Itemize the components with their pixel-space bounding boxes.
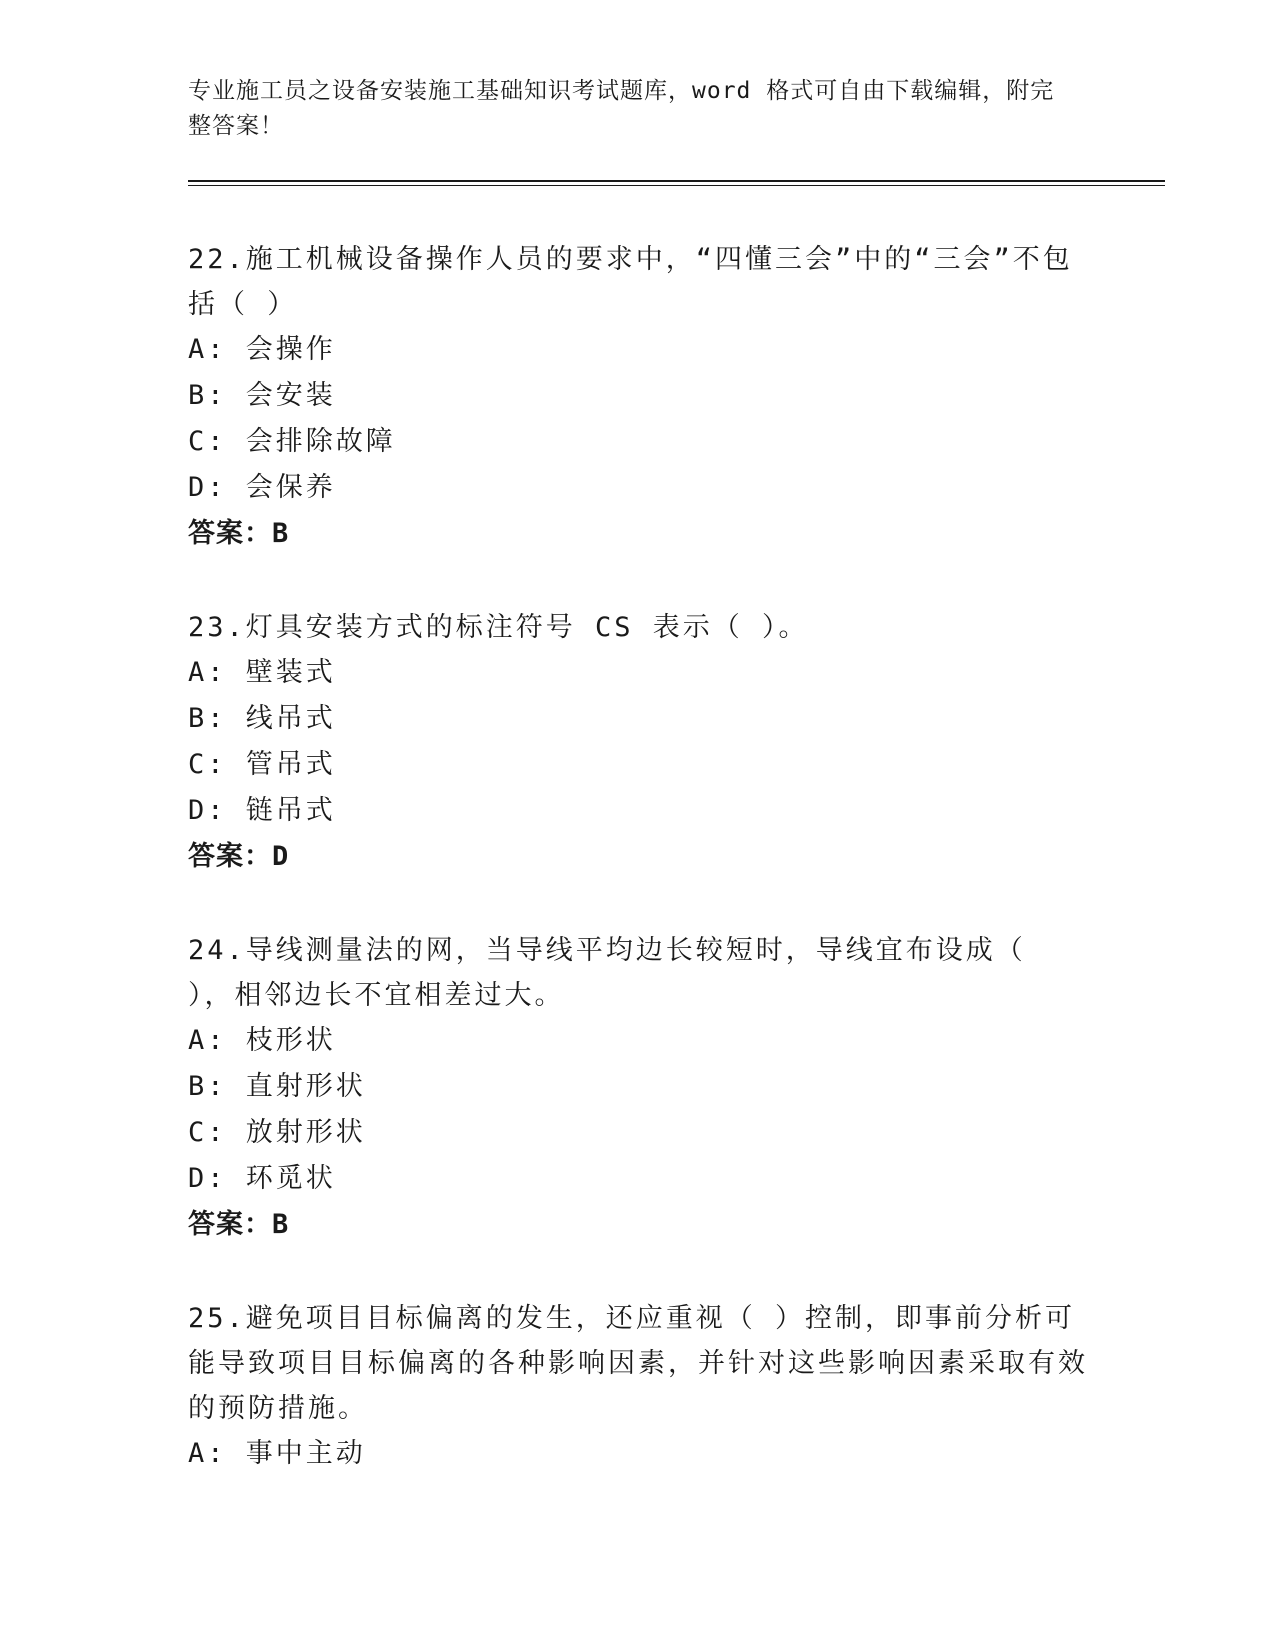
option-d: D: 链吊式 <box>188 795 336 826</box>
option-c: C: 会排除故障 <box>188 426 396 457</box>
option-b: B: 线吊式 <box>188 703 336 734</box>
question-stem: 24.导线测量法的网，当导线平均边长较短时，导线宜布设成（ ），相邻边长不宜相差过大。 <box>188 935 1026 1011</box>
header-divider-thin <box>188 185 1165 186</box>
option-c: C: 管吊式 <box>188 749 336 780</box>
question-stem: 22.施工机械设备操作人员的要求中，“四懂三会”中的“三会”不包括（ ） <box>188 244 1073 320</box>
option-a: A: 枝形状 <box>188 1025 336 1056</box>
option-b: B: 直射形状 <box>188 1071 366 1102</box>
question-24 <box>188 928 1088 1248</box>
option-a: A: 壁装式 <box>188 657 336 688</box>
answer: 答案：B <box>188 1209 290 1240</box>
question-23 <box>188 605 1088 880</box>
option-b: B: 会安装 <box>188 380 336 411</box>
answer: 答案：D <box>188 841 290 872</box>
option-c: C: 放射形状 <box>188 1117 366 1148</box>
header-divider <box>188 180 1165 182</box>
document-header: 专业施工员之设备安装施工基础知识考试题库，word 格式可自由下载编辑，附完整答案！ <box>188 78 1055 139</box>
question-list <box>188 237 1088 1525</box>
option-d: D: 会保养 <box>188 472 336 503</box>
question-stem: 23.灯具安装方式的标注符号 CS 表示（ ）。 <box>188 612 809 643</box>
answer: 答案：B <box>188 518 290 549</box>
question-stem: 25.避免项目目标偏离的发生，还应重视（ ）控制，即事前分析可能导致项目目标偏离的各种影响因素，并针对这些影响因素采取有效的预防措施。 <box>188 1303 1088 1424</box>
question-25 <box>188 1296 1088 1477</box>
question-22 <box>188 237 1088 557</box>
option-d: D: 环觅状 <box>188 1163 336 1194</box>
option-a: A: 事中主动 <box>188 1438 366 1469</box>
option-a: A: 会操作 <box>188 334 336 365</box>
